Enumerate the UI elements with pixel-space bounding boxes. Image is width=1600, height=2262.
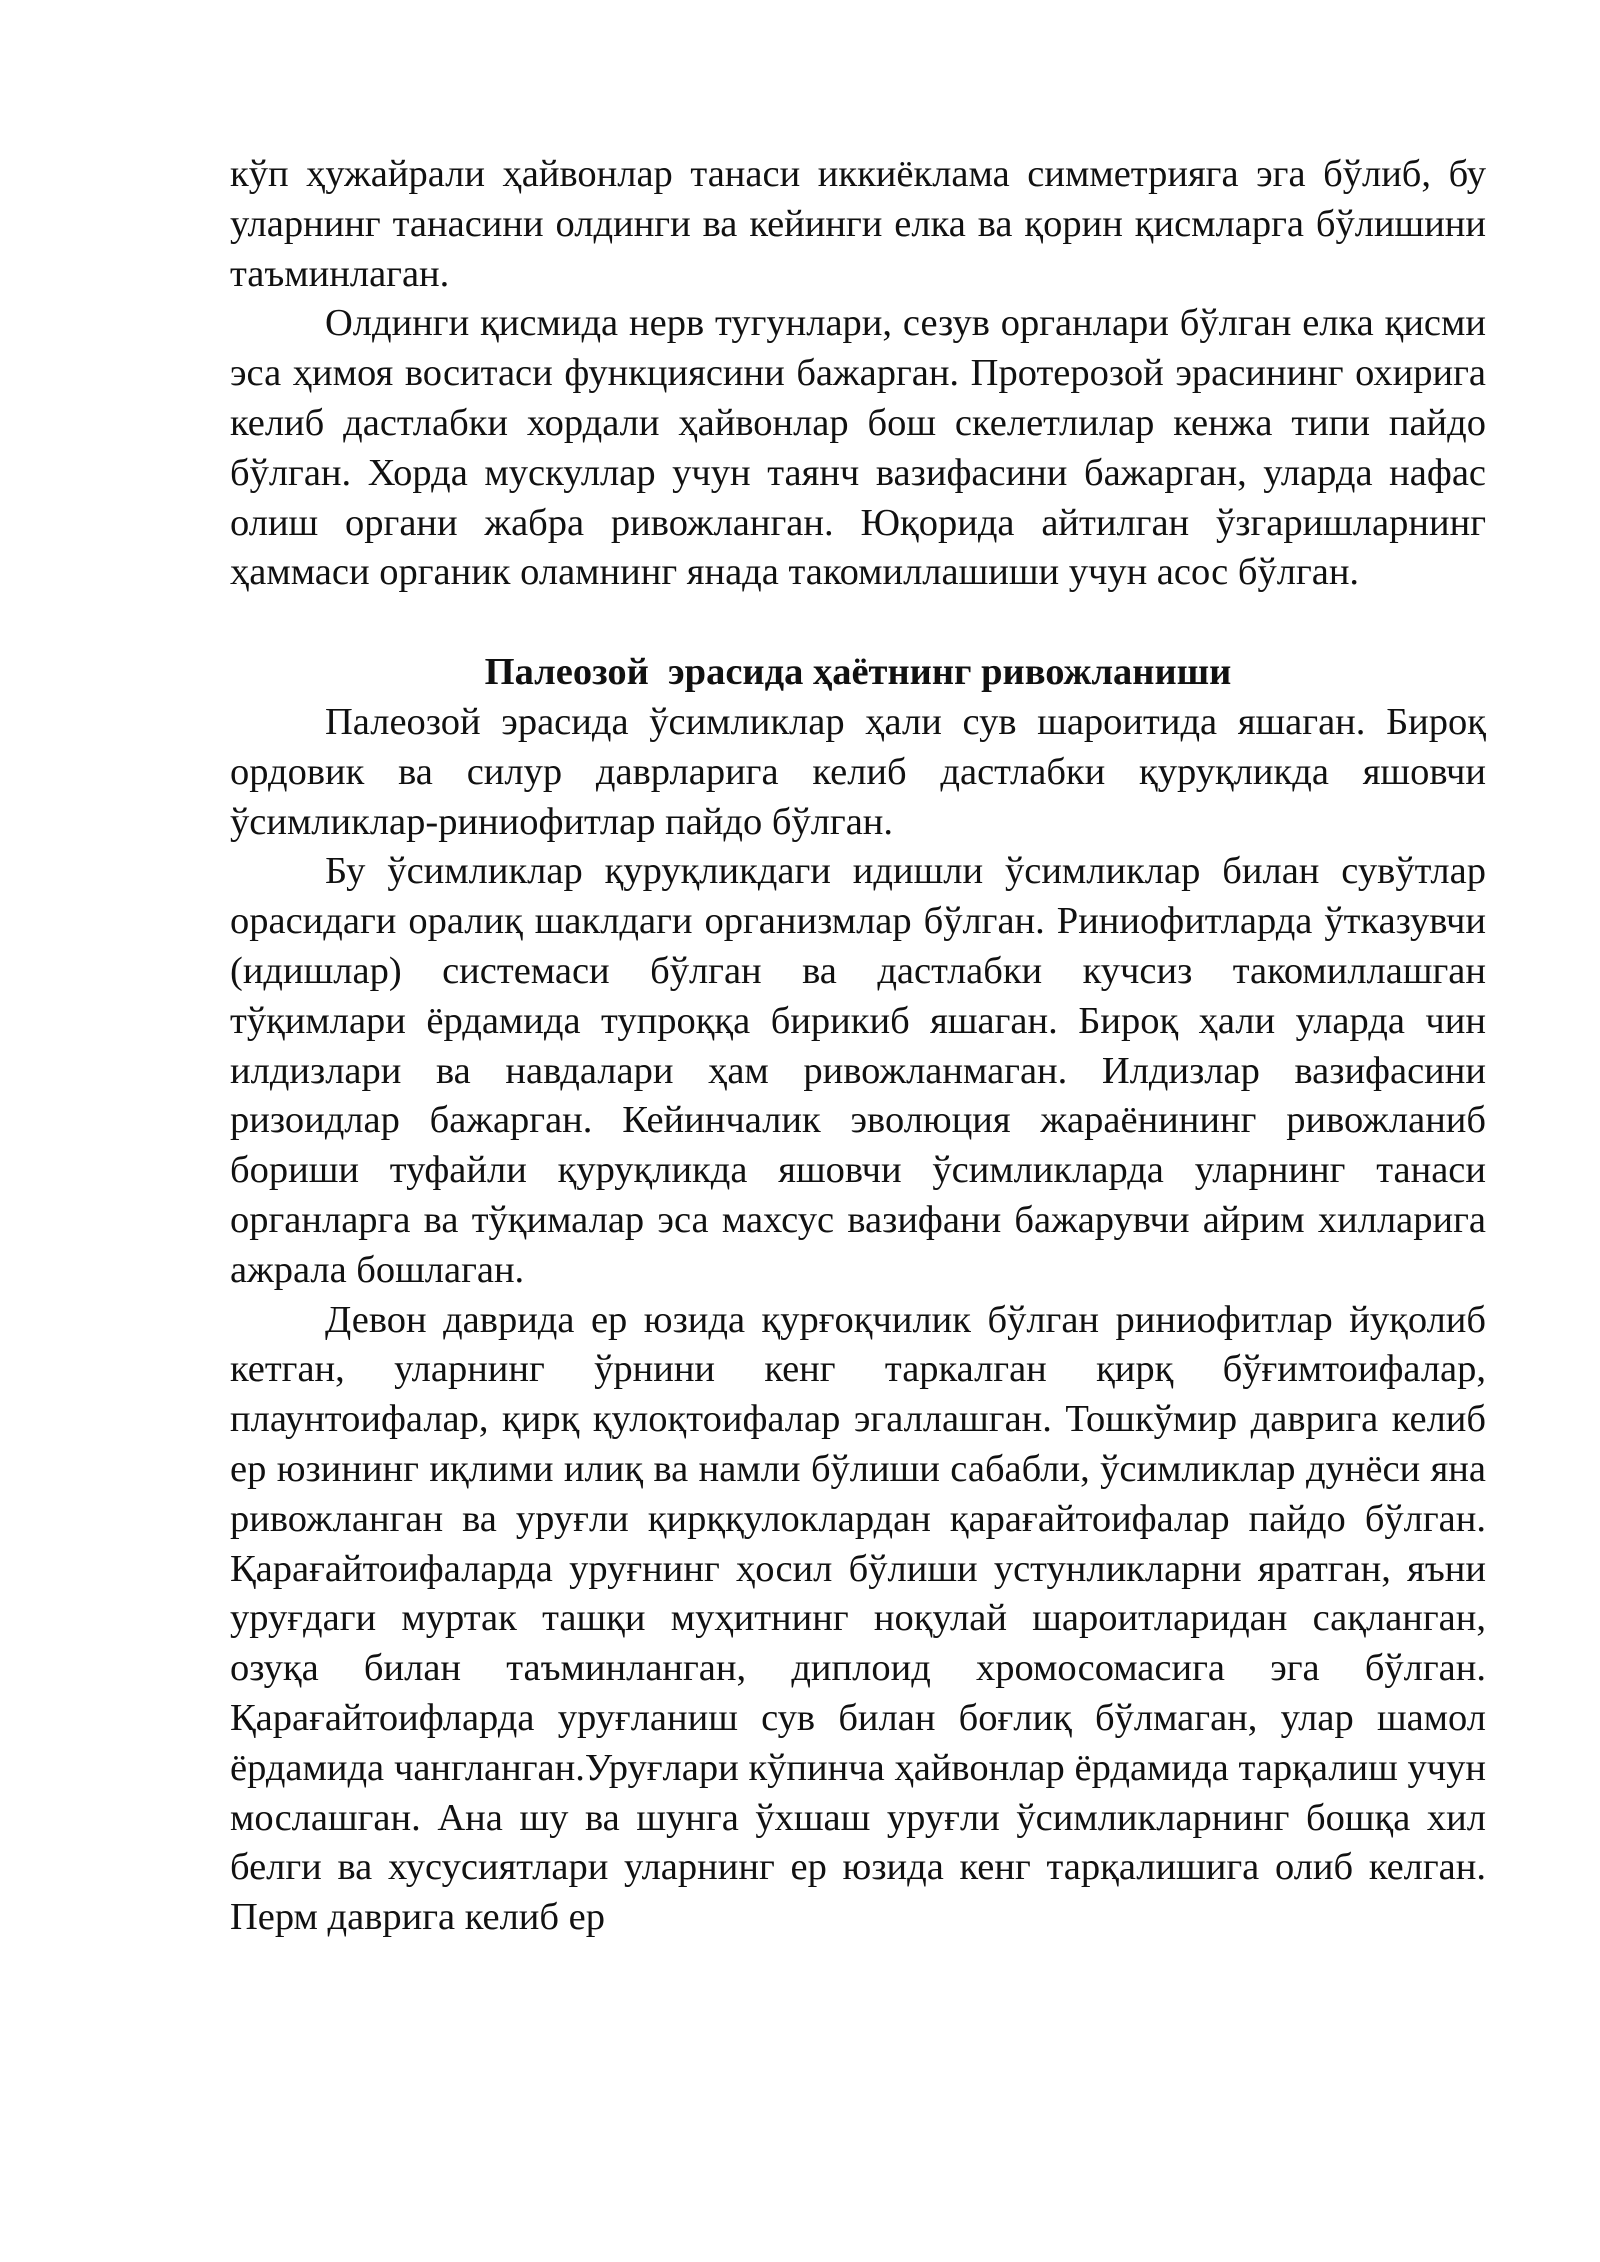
paragraph-paleozoic-plants: Палеозой эрасида ўсимликлар ҳали сув шароитида яшаган. Бироқ ордовик ва силур даврларига келиб дастлабки қуруқликда яшовчи ўсимликлар-риниофитлар пайдо бўлган.: [230, 700, 1486, 843]
paragraph-devonian: Девон даврида ер юзида қурғоқчилик бўлган риниофитлар йуқолиб кетган, уларнинг ўрнини кенг таркалган қирқ бўғимтоифалар, плаунтоифалар, қирқ қулоқтоифалар эгаллашган. Тошкўмир даврига келиб ер юзининг иқлими илиқ ва намли бўлиши сабабли, ўсимликлар дунёси яна ривожланган ва уруғли қирққулоклардан қарағайтоифалар пайдо бўлган. Қарағайтоифаларда уруғнинг ҳосил бўлиши устунликларни яратган, яъни уруғдаги муртак ташқи муҳитнинг ноқулай шароитларидан сақланган, озуқа билан таъминланган, диплоид хромосомасига эга бўлган. Қарағайтоифларда уруғланиш сув билан боғлиқ бўлмаган, улар шамол ёрдамида чангланган.Уруғлари кўпинча ҳайвонлар ёрдамида тарқалиш учун мослашган. Ана шу ва шунга ўхшаш уруғли ўсимликларнинг бошқа хил белги ва хусусиятлари уларнинг ер юзида кенг тарқалишига олиб келган. Перм даврига келиб ер: [230, 1298, 1486, 1939]
paragraph-proterozoic: Олдинги қисмида нерв тугунлари, сезув органлари бўлган елка қисми эса ҳимоя воситаси функциясини бажарган. Протерозой эрасининг охирига келиб дастлабки хордали ҳайвонлар бош скелетлилар кенжа типи пайдо бўлган. Хорда мускуллар учун таянч вазифасини бажарган, уларда нафас олиш органи жабра ривожланган. Юқорида айтилган ўзгаришларнинг ҳаммаси органик оламнинг янада такомиллашиши учун асос бўлган.: [230, 302, 1486, 594]
paragraph-continuation: кўп ҳужайрали ҳайвонлар танаси иккиёклама симметрияга эга бўлиб, бу уларнинг танасини олдинги ва кейинги елка ва қорин қисмларга бўлишини таъминлаган.: [230, 153, 1486, 295]
document-body: [230, 150, 1486, 1943]
paragraph-rhyniophytes: Бу ўсимликлар қуруқликдаги идишли ўсимликлар билан сувўтлар орасидаги оралиқ шаклдаги организмлар бўлган. Риниофитларда ўтказувчи (идишлар) системаси бўлган ва дастлабки кучсиз такомиллашган тўқимлари ёрдамида тупроққа бирикиб яшаган. Бироқ ҳали уларда чин илдизлари ва навдалари ҳам ривожланмаган. Илдизлар вазифасини ризоидлар бажарган. Кейинчалик эволюция жараёнининг ривожланиб бориши туфайли қуруқликда яшовчи ўсимликларда уларнинг танаси органларга ва тўқималар эса махсус вазифани бажарувчи айрим хилларига ажрала бошлаган.: [230, 850, 1486, 1291]
section-heading: Палеозой эрасида ҳаётнинг ривожланиши: [484, 651, 1232, 694]
